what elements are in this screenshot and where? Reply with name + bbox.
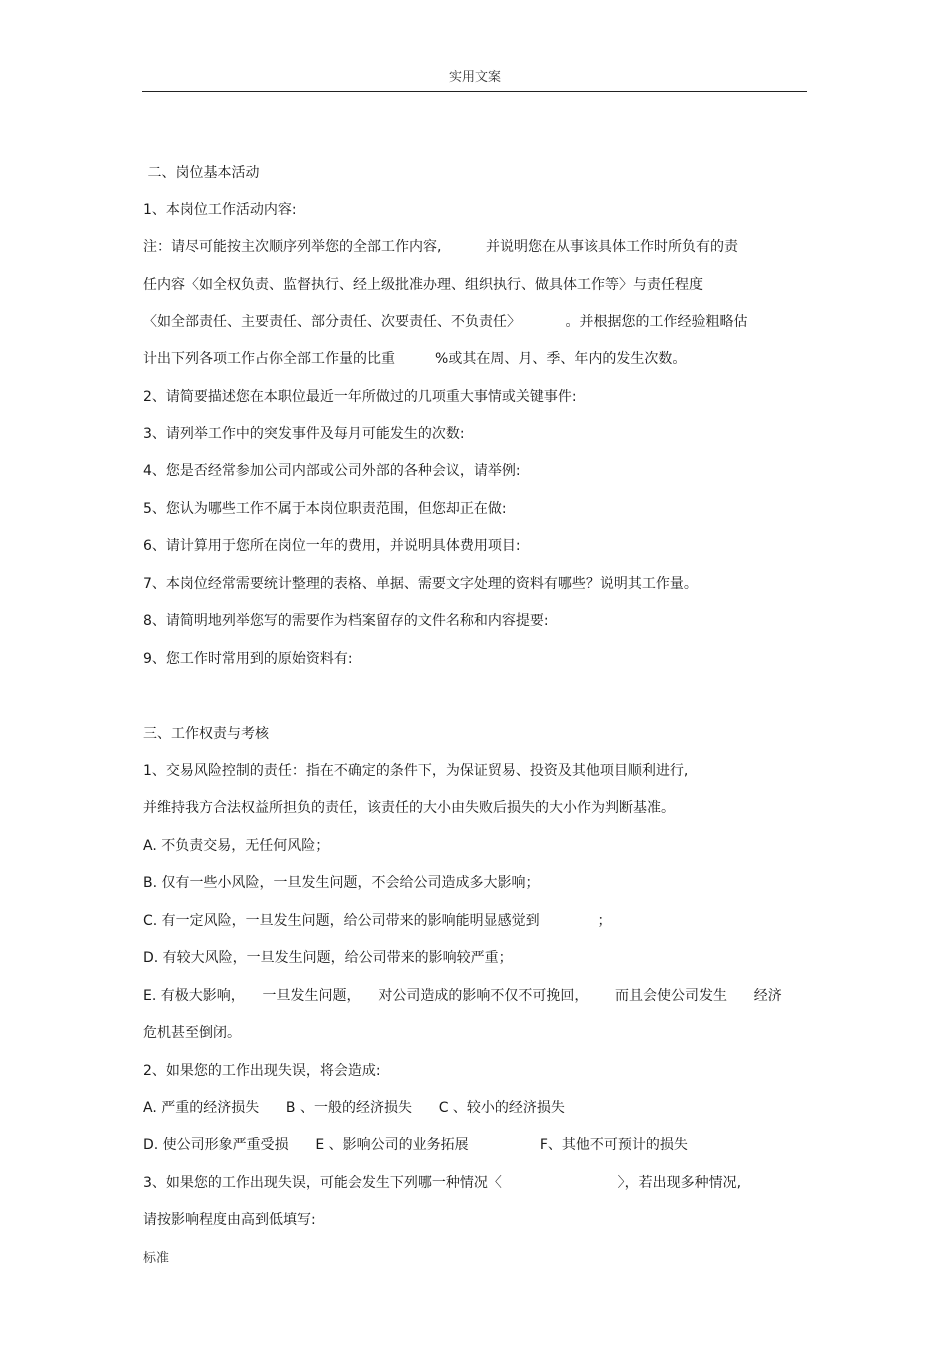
question-1-risk-control-line-1: 1、交易风险控制的责任：指在不确定的条件下，为保证贸易、投资及其他项目顺利进行, xyxy=(143,763,689,779)
note-line-2: 任内容〈如全权负责、监督执行、经上级批准办理、组织执行、做具体工作等〉与责任程度 xyxy=(143,277,703,293)
note-line-1: 注：请尽可能按主次顺序列举您的全部工作内容, 并说明您在从事该具体工作时所负有的责 xyxy=(143,239,738,255)
option-e-extreme-impact-line-1: E. 有极大影响， 一旦发生问题， 对公司造成的影响不仅不可挽回， 而且会使公司发生 经济 xyxy=(143,988,782,1004)
note-line-4: 计出下列各项工作占你全部工作量的比重 %或其在周、月、季、年内的发生次数。 xyxy=(143,351,687,367)
question-2-error-consequences: 2、如果您的工作出现失误，将会造成: xyxy=(143,1063,381,1079)
question-1-risk-control-line-2: 并维持我方合法权益所担负的责任，该责任的大小由失败后损失的大小作为判断基准。 xyxy=(143,800,675,816)
question-4-meetings: 4、您是否经常参加公司内部或公司外部的各种会议，请举例: xyxy=(143,463,521,479)
question-5-out-of-scope-work: 5、您认为哪些工作不属于本岗位职责范围，但您却正在做: xyxy=(143,501,507,517)
section-heading-authority-assessment: 三、工作权责与考核 xyxy=(143,726,269,742)
option-d-large-risk: D. 有较大风险，一旦发生问题，给公司带来的影响较严重； xyxy=(143,950,513,966)
question-2-key-events: 2、请简要描述您在本职位最近一年所做过的几项重大事情或关键事件: xyxy=(143,389,577,405)
question-7-forms-documents: 7、本岗位经常需要统计整理的表格、单据、需要文字处理的资料有哪些？说明其工作量。 xyxy=(143,576,698,592)
page-footer-text: 标准 xyxy=(143,1251,170,1266)
question-3-error-situations-line-1: 3、如果您的工作出现失误，可能会发生下列哪一种情况〈 〉，若出现多种情况, xyxy=(143,1175,742,1191)
question-1-work-activities: 1、本岗位工作活动内容: xyxy=(143,202,297,218)
section-heading-basic-activities: 二、岗位基本活动 xyxy=(143,165,260,181)
question-3-error-situations-line-2: 请按影响程度由高到低填写: xyxy=(143,1212,316,1228)
question-8-archive-files: 8、请简明地列举您写的需要作为档案留存的文件名称和内容提要: xyxy=(143,613,549,629)
question-9-source-materials: 9、您工作时常用到的原始资料有: xyxy=(143,651,353,667)
note-line-3: 〈如全部责任、主要责任、部分责任、次要责任、不负责任〉 。并根据您的工作经验粗略估 xyxy=(143,314,748,330)
question-2-options-line-2: D. 使公司形象严重受损 E 、影响公司的业务拓展 F、其他不可预计的损失 xyxy=(143,1137,688,1153)
header-divider xyxy=(142,91,807,92)
question-6-annual-costs: 6、请计算用于您所在岗位一年的费用，并说明具体费用项目: xyxy=(143,538,521,554)
option-c-some-risk: C. 有一定风险，一旦发生问题，给公司带来的影响能明显感觉到 ； xyxy=(143,913,612,929)
option-b-small-risk: B. 仅有一些小风险，一旦发生问题，不会给公司造成多大影响； xyxy=(143,875,540,891)
page-header-title: 实用文案 xyxy=(448,70,501,85)
option-a-no-risk: A. 不负责交易，无任何风险； xyxy=(143,838,330,854)
question-2-options-line-1: A. 严重的经济损失 B 、一般的经济损失 C 、较小的经济损失 xyxy=(143,1100,565,1116)
option-e-extreme-impact-line-2: 危机甚至倒闭。 xyxy=(143,1025,241,1041)
question-3-emergencies: 3、请列举工作中的突发事件及每月可能发生的次数: xyxy=(143,426,465,442)
